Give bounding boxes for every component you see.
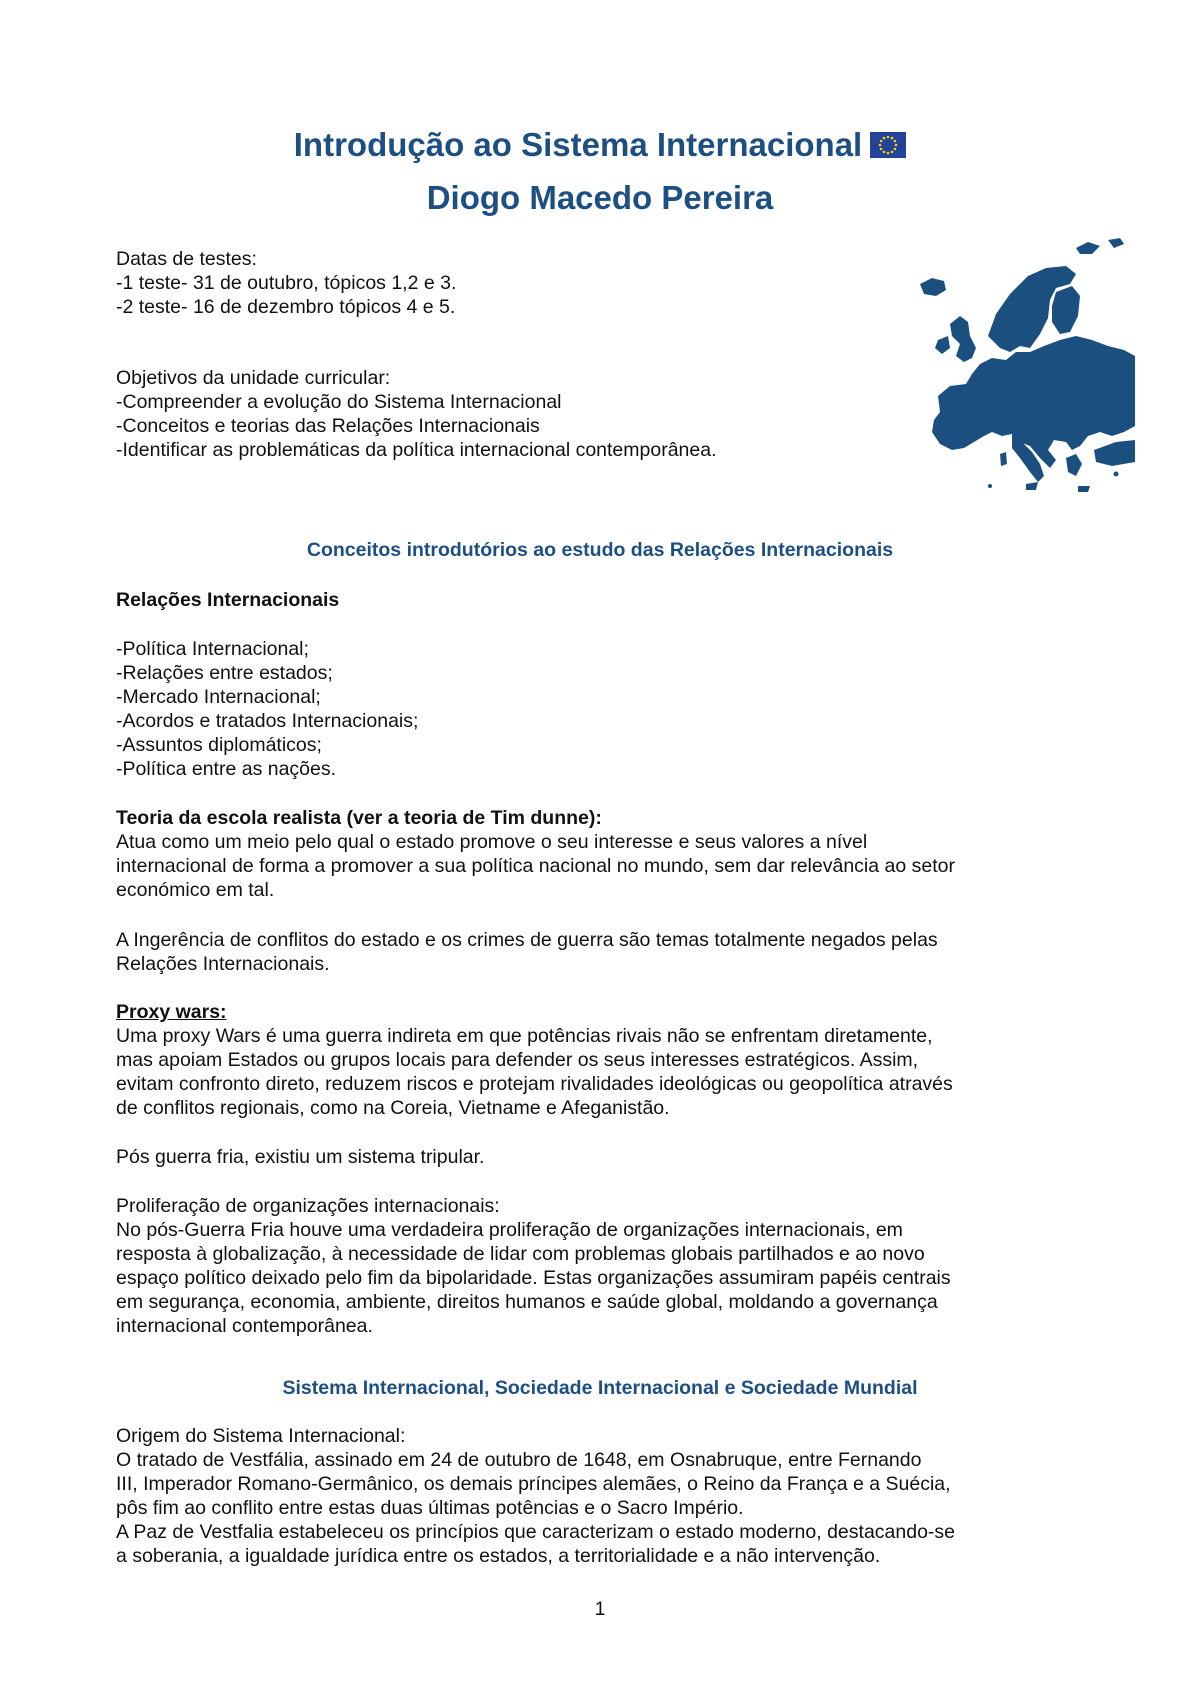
pos-guerra-text: Pós guerra fria, existiu um sistema tripular. bbox=[116, 1146, 485, 1168]
proxy-line: evitam confronto direto, reduzem riscos e protejam rivalidades ideológicas ou geopolítica através bbox=[116, 1073, 953, 1095]
prolif-line: resposta à globalização, à necessidade de lidar com problemas globais partilhados e ao novo bbox=[116, 1243, 925, 1265]
proxy-block bbox=[116, 1000, 1096, 1120]
section-heading-concepts: Conceitos introdutórios ao estudo das Relações Internacionais bbox=[306, 539, 894, 561]
realist-line: Atua como um meio pelo qual o estado promove o seu interesse e seus valores a nível bbox=[116, 831, 868, 853]
origin-line: O tratado de Vestfália, assinado em 24 de outubro de 1648, em Osnabruque, entre Fernando bbox=[116, 1449, 922, 1471]
test-item: -1 teste- 31 de outubro, tópicos 1,2 e 3. bbox=[116, 272, 457, 294]
prolif-heading: Proliferação de organizações internacionais: bbox=[116, 1195, 500, 1217]
realist-line: internacional de forma a promover a sua política nacional no mundo, sem dar relevância ao setor bbox=[116, 855, 955, 877]
proxy-heading: Proxy wars: bbox=[116, 1001, 227, 1023]
origin-heading: Origem do Sistema Internacional: bbox=[116, 1425, 406, 1447]
prolif-line: espaço político deixado pelo fim da bipolaridade. Estas organizações assumiram papéis centrais bbox=[116, 1267, 951, 1289]
proxy-line: de conflitos regionais, como na Coreia, Vietname e Afeganistão. bbox=[116, 1097, 670, 1119]
realist-block bbox=[116, 806, 1096, 902]
ri-item: -Relações entre estados; bbox=[116, 662, 333, 684]
ingerencia-line: Relações Internacionais. bbox=[116, 953, 330, 975]
objective-item: -Compreender a evolução do Sistema Internacional bbox=[116, 391, 562, 413]
objectives-block bbox=[116, 366, 1096, 462]
ingerencia-line: A Ingerência de conflitos do estado e os crimes de guerra são temas totalmente negados pelas bbox=[116, 929, 938, 951]
origin-line: pôs fim ao conflito entre estas duas últimas potências e o Sacro Império. bbox=[116, 1497, 744, 1519]
origin-line: a soberania, a igualdade jurídica entre os estados, a territorialidade e a não intervenção. bbox=[116, 1545, 881, 1567]
realist-line: económico em tal. bbox=[116, 879, 275, 901]
title-text: Introdução ao Sistema Internacional bbox=[293, 126, 863, 163]
document-title bbox=[0, 125, 1200, 165]
page-number: 1 bbox=[594, 1598, 606, 1620]
prolif-line: No pós-Guerra Fria houve uma verdadeira proliferação de organizações internacionais, em bbox=[116, 1219, 903, 1241]
objective-item: -Identificar as problemáticas da política internacional contemporânea. bbox=[116, 439, 717, 461]
eu-flag-icon bbox=[870, 132, 906, 158]
ri-item: -Política Internacional; bbox=[116, 638, 309, 660]
proxy-line: Uma proxy Wars é uma guerra indireta em que potências rivais não se enfrentam diretamente, bbox=[116, 1025, 933, 1047]
realist-heading: Teoria da escola realista (ver a teoria de Tim dunne): bbox=[116, 807, 602, 829]
proxy-line: mas apoiam Estados ou grupos locais para defender os seus interesses estratégicos. Assim, bbox=[116, 1049, 919, 1071]
prolif-line: em segurança, economia, ambiente, direitos humanos e saúde global, moldando a governança bbox=[116, 1291, 938, 1313]
prolif-line: internacional contemporânea. bbox=[116, 1315, 373, 1337]
document-author: Diogo Macedo Pereira bbox=[426, 179, 774, 216]
tests-heading: Datas de testes: bbox=[116, 248, 257, 270]
origin-line: III, Imperador Romano-Germânico, os demais príncipes alemães, o Reino da França e a Suécia, bbox=[116, 1473, 951, 1495]
ri-item: -Política entre as nações. bbox=[116, 758, 337, 780]
ri-item: -Acordos e tratados Internacionais; bbox=[116, 710, 419, 732]
tests-block bbox=[116, 247, 1096, 319]
ri-list bbox=[116, 637, 1096, 781]
ingerencia-block bbox=[116, 928, 1096, 976]
ri-item: -Assuntos diplomáticos; bbox=[116, 734, 322, 756]
ri-heading: Relações Internacionais bbox=[116, 589, 340, 611]
prolif-block bbox=[116, 1194, 1096, 1338]
test-item: -2 teste- 16 de dezembro tópicos 4 e 5. bbox=[116, 296, 456, 318]
ri-item: -Mercado Internacional; bbox=[116, 686, 321, 708]
origin-block bbox=[116, 1424, 1096, 1568]
objective-item: -Conceitos e teorias das Relações Internacionais bbox=[116, 415, 540, 437]
origin-line: A Paz de Vestfalia estabeleceu os princípios que caracterizam o estado moderno, destacando-se bbox=[116, 1521, 956, 1543]
objectives-heading: Objetivos da unidade curricular: bbox=[116, 367, 391, 389]
ri-heading-block bbox=[116, 588, 1096, 612]
pos-guerra-block bbox=[116, 1145, 1096, 1169]
section-heading-system: Sistema Internacional, Sociedade Internacional e Sociedade Mundial bbox=[282, 1377, 918, 1399]
